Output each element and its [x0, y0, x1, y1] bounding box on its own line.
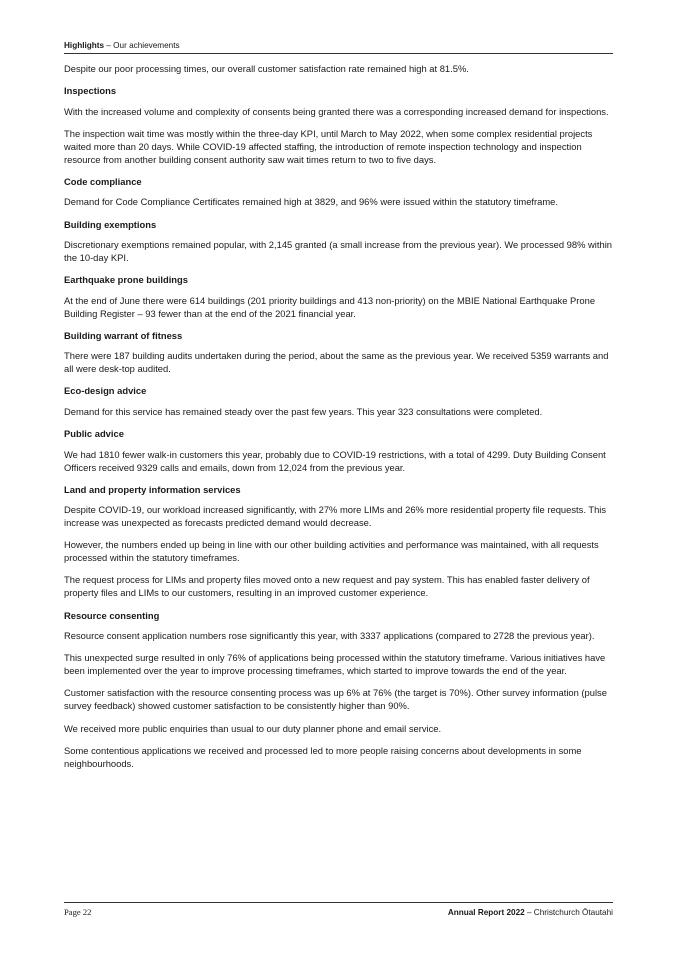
- section-heading: Public advice: [64, 428, 124, 440]
- report-title-rest: – Christchurch Ōtautahi: [524, 908, 613, 917]
- section-heading: Land and property information services: [64, 483, 241, 495]
- section-paragraph: Some contentious applications we received and processed led to more people raising concerns about developments in some neighbourhoods.: [64, 744, 582, 769]
- section-heading: Resource consenting: [64, 609, 160, 621]
- section-paragraph: However, the numbers ended up being in line with our other building activities and performance was maintained, with all requests processed within the statutory timeframes.: [64, 539, 599, 564]
- sections-container: [64, 85, 616, 770]
- section-heading: Building warrant of fitness: [64, 329, 183, 341]
- page-number: Page 22: [64, 907, 92, 917]
- section-heading: Building exemptions: [64, 218, 157, 230]
- section-paragraph: The inspection wait time was mostly within the three-day KPI, until March to May 2022, when some complex residential projects waited more than 20 days. While COVID-19 affected staffing, the introduction of remote inspection technology and inspection resource from another building consent authority saw wait times return to two to five days.: [64, 127, 593, 165]
- section-paragraph: Despite COVID-19, our workload increased significantly, with 27% more LIMs and 26% more residential property file requests. This increase was unexpected as forecasts predicted demand would decrease.: [64, 504, 607, 529]
- header-subtitle: Our achievements: [113, 41, 180, 50]
- section-paragraph: Demand for this service has remained steady over the past few years. This year 323 consultations were completed.: [64, 405, 543, 417]
- section-paragraph: The request process for LIMs and property files moved onto a new request and pay system. This has enabled faster delivery of property files and LIMs to our customers, resulting in an improved customer experience.: [64, 574, 590, 599]
- section-paragraph: With the increased volume and complexity of consents being granted there was a corresponding increased demand for inspections.: [64, 105, 609, 117]
- section-paragraph: We had 1810 fewer walk-in customers this year, probably due to COVID-19 restrictions, with a total of 4299. Duty Building Consent Officers received 9329 calls and emails, down from 12,024 from the previous year.: [64, 448, 606, 473]
- section-paragraph: Customer satisfaction with the resource consenting process was up 6% at 76% (the target is 70%). Other survey information (pulse survey feedback) showed customer satisfaction to be consistently higher than 90%.: [64, 687, 607, 712]
- header-section: Highlights: [64, 41, 105, 50]
- section-paragraph: Discretionary exemptions remained popular, with 2,145 granted (a small increase from the previous year). We processed 98% within the 10-day KPI.: [64, 239, 613, 264]
- main-content: [64, 63, 616, 780]
- section-heading: Earthquake prone buildings: [64, 274, 188, 286]
- header-separator: –: [104, 41, 114, 50]
- section-heading: Code compliance: [64, 175, 142, 187]
- section-paragraph: We received more public enquiries than usual to our duty planner phone and email service.: [64, 722, 442, 734]
- section-heading: Eco-design advice: [64, 385, 147, 397]
- section-paragraph: At the end of June there were 614 buildings (201 priority buildings and 413 non-priority) on the MBIE National Earthquake Prone Building Register – 93 fewer than at the end of the 2021 financial year.: [64, 294, 596, 319]
- report-title-bold: Annual Report 2022: [447, 908, 525, 917]
- section-paragraph: Resource consent application numbers rose significantly this year, with 3337 applications (compared to 2728 the previous year).: [64, 630, 595, 642]
- page-footer: [64, 902, 613, 917]
- section-heading: Inspections: [64, 85, 117, 97]
- intro-paragraph: Despite our poor processing times, our overall customer satisfaction rate remained high at 81.5%.: [64, 63, 469, 74]
- page-header: [64, 40, 613, 54]
- report-title: [448, 907, 613, 918]
- section-paragraph: This unexpected surge resulted in only 76% of applications being processed within the statutory timeframe. Various initiatives have been implemented over the year to improve processing timeframes, which started to improve towards the end of the year.: [64, 652, 606, 677]
- section-paragraph: Demand for Code Compliance Certificates remained high at 3829, and 96% were issued within the statutory timeframe.: [64, 196, 559, 208]
- section-paragraph: There were 187 building audits undertaken during the period, about the same as the previous year. We received 5359 warrants and all were desk-top audited.: [64, 350, 609, 375]
